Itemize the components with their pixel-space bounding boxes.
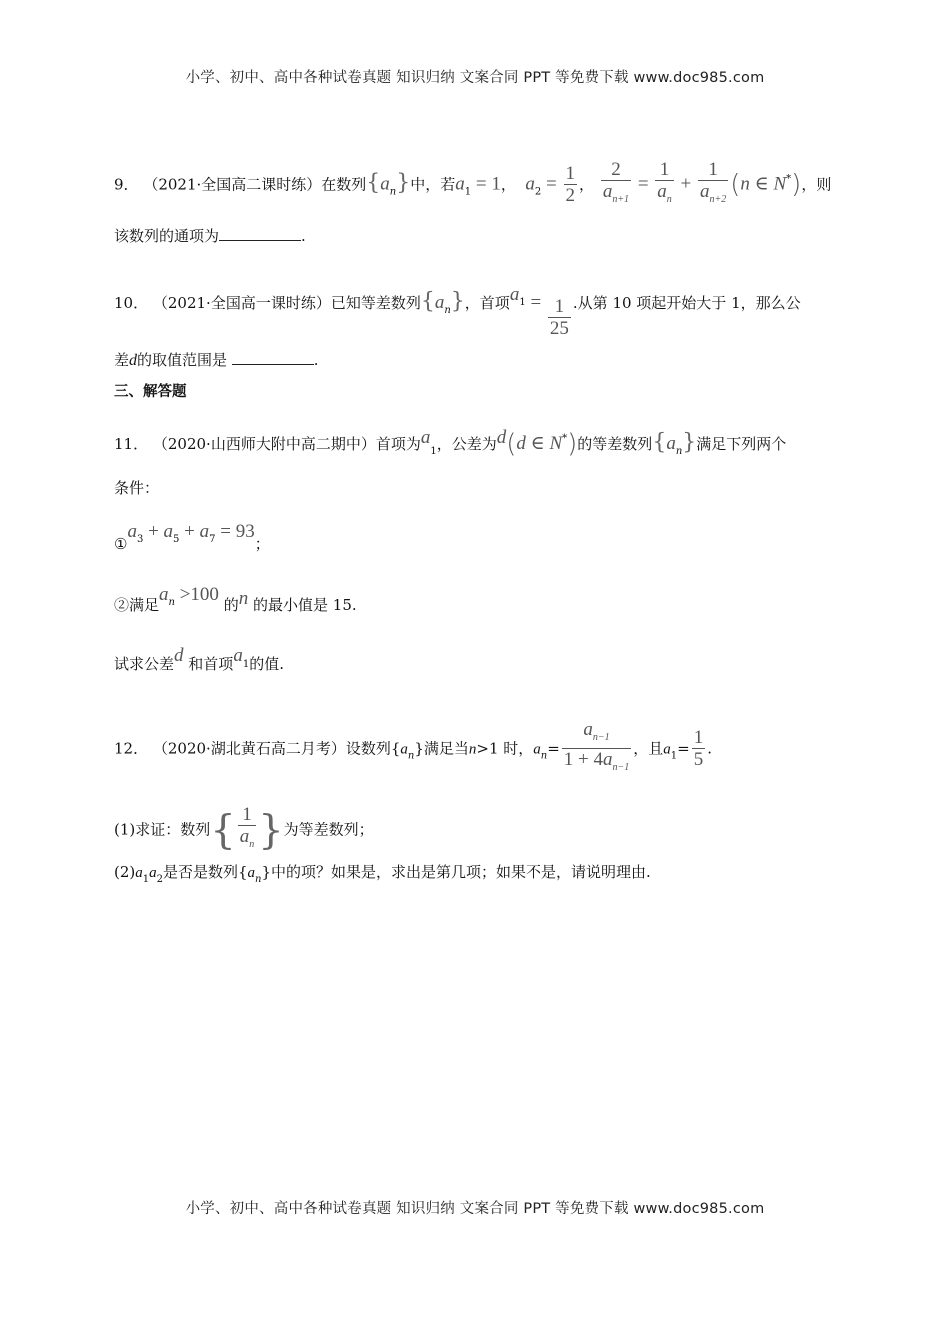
question-text: 首项为 [375, 435, 421, 453]
part-label: (2) [114, 863, 136, 881]
question-text: 差 [114, 351, 130, 369]
math-var: a [666, 433, 676, 454]
denominator [601, 180, 631, 211]
question-11-line-1 [114, 428, 786, 462]
fraction-a2 [564, 164, 578, 207]
denominator: 25 [549, 318, 569, 339]
math-var: a [602, 181, 613, 202]
period: . [301, 227, 306, 245]
left-brace: { [652, 430, 667, 455]
right-brace: } [396, 170, 411, 196]
math-sub: n [249, 839, 255, 850]
math-expr: >100 [174, 584, 219, 605]
math-sub: n [666, 194, 672, 205]
numerator: 2 [611, 159, 621, 180]
math-expr: + [143, 521, 164, 542]
fraction-rec-left [601, 160, 631, 211]
math-sub: n [389, 186, 397, 198]
math-sub: n [540, 750, 548, 762]
circled-one: ① [114, 535, 128, 553]
math-expr: + [675, 173, 696, 195]
math-cond: d ∈ N [516, 433, 563, 454]
math-var: d [174, 645, 184, 666]
question-12-line-1 [114, 720, 712, 779]
question-9-line-1 [114, 160, 831, 211]
math-sub: 3 [136, 534, 144, 545]
math-sub: n [168, 597, 175, 608]
math-var: a [247, 865, 256, 881]
numerator: 1 [708, 159, 718, 180]
math-var: a [583, 719, 593, 740]
math-expr: = [541, 173, 562, 195]
period: . [313, 351, 319, 369]
math-var: a [663, 741, 671, 758]
math-sub: 7 [209, 534, 216, 545]
math-sub: 2 [156, 874, 163, 885]
question-10-line-1 [114, 285, 801, 340]
math-sub: 5 [173, 534, 180, 545]
math-var: a [657, 181, 667, 202]
question-text: 试求公差 [114, 655, 175, 673]
question-number: 10． [114, 294, 149, 312]
question-12-part-2 [114, 862, 651, 890]
question-text: .从第 10 项起开始大于 1，那么公 [572, 294, 801, 312]
question-text: 的等差数列 [577, 435, 653, 453]
math-var: a [533, 741, 541, 758]
math-expr: + [179, 521, 200, 542]
denominator [698, 180, 728, 211]
math-sub: 1 [519, 297, 526, 308]
question-text: 已知等差数列 [330, 294, 421, 312]
math-sub: 1 [464, 186, 472, 198]
footer-banner: 小学、初中、高中各种试卷真题 知识归纳 文案合同 PPT 等免费下载 www.doc985.com [185, 1201, 765, 1217]
numerator [581, 720, 611, 748]
denominator [562, 748, 631, 779]
question-text: ，公差为 [436, 435, 497, 453]
math-var: a [159, 584, 169, 605]
question-source: （2021·全国高一课时练） [152, 294, 331, 312]
right-brace: } [682, 430, 697, 455]
math-var: a [239, 826, 250, 847]
numerator: 1 [659, 159, 670, 180]
numerator: 1 [554, 296, 565, 317]
denominator [655, 180, 674, 211]
question-text: ，首项 [464, 294, 510, 312]
math-var: a [509, 284, 520, 305]
math-var: a [603, 749, 613, 770]
condition-text: 的最小值是 15. [253, 596, 357, 614]
answer-blank[interactable] [219, 226, 301, 241]
denominator: 5 [693, 749, 704, 770]
comma: ， [500, 175, 516, 194]
math-var: n [238, 588, 249, 609]
question-9-line-2 [114, 226, 306, 246]
math-var: a [420, 427, 431, 448]
math-var: d [129, 352, 138, 369]
math-var: n [468, 741, 477, 758]
math-sub: n+2 [709, 194, 727, 205]
fraction-rec-right [698, 160, 728, 211]
question-text: ，且 [633, 739, 664, 758]
equals: = [677, 739, 690, 758]
numerator: 1 [693, 727, 704, 748]
math-sub: 1 [430, 446, 437, 457]
header-banner: 小学、初中、高中各种试卷真题 知识归纳 文案合同 PPT 等免费下载 www.doc985.com [185, 70, 765, 86]
math-sub: n [444, 305, 451, 316]
answer-blank[interactable] [232, 350, 314, 365]
math-cond: n ∈ N [740, 173, 787, 195]
question-text: 的取值范围是 [137, 351, 232, 369]
condition-text: ②满足 [114, 596, 160, 614]
math-var: a [700, 181, 710, 202]
math-var: a [455, 173, 465, 195]
math-sub: 1 [242, 659, 250, 670]
question-number: 12． [114, 739, 149, 758]
math-sub: 1 [670, 750, 678, 762]
question-text: 是否是数列{ [163, 863, 248, 881]
denominator: 2 [565, 185, 576, 206]
section-title: 三、解答题 [114, 384, 187, 400]
math-var: a [233, 645, 243, 666]
right-brace: } [258, 807, 284, 854]
equals: = [547, 739, 560, 758]
math-sub: n+1 [612, 194, 630, 205]
fraction-rec-mid [655, 160, 674, 211]
math-var: a [400, 741, 408, 758]
math-expr: = [525, 292, 546, 313]
math-expr: = 1 [471, 173, 501, 195]
denominator [238, 825, 257, 856]
question-11-condition-2 [114, 585, 357, 615]
math-sub: n [675, 446, 683, 457]
condition-text: 的 [223, 596, 239, 614]
question-10-line-2 [114, 350, 319, 371]
math-var: a [149, 865, 157, 881]
question-source: （2020·湖北黄石高二月考） [152, 739, 346, 758]
math-var: a [434, 292, 445, 313]
left-paren: ( [506, 429, 517, 459]
numerator: 1 [565, 163, 576, 184]
right-brace: } [450, 289, 465, 314]
math-sup: * [786, 173, 792, 185]
semicolon: ； [254, 535, 270, 553]
math-sub: 2 [534, 186, 542, 198]
math-sub: n [255, 874, 262, 885]
question-text: }中的项？如果是，求出是第几项；如果不是，请说明理由. [261, 863, 651, 881]
comma: ， [579, 175, 595, 194]
right-paren: ) [567, 429, 578, 459]
math-var: a [135, 865, 143, 881]
period: . [707, 739, 713, 758]
part-label: (1)求证：数列 [114, 820, 211, 839]
fraction-a1 [548, 297, 571, 340]
math-var: a [380, 173, 390, 195]
question-11-line-2: 条件： [114, 479, 160, 497]
question-number: 9． [114, 175, 139, 194]
math-sub: 1 [142, 874, 150, 885]
fraction-recurrence [562, 720, 631, 779]
math-var: a [127, 521, 137, 542]
question-text: 中，若 [410, 175, 456, 194]
question-text: }满足当 [414, 739, 469, 758]
math-var: d [496, 427, 507, 448]
question-text: 设数列{ [345, 739, 401, 758]
question-11-ask [114, 646, 284, 675]
math-expr: = 93 [215, 521, 255, 542]
question-text: 的值. [249, 655, 284, 673]
math-var: a [525, 173, 535, 195]
left-brace: { [420, 289, 435, 314]
math-sup: * [562, 433, 568, 444]
question-text: ，则 [801, 175, 832, 194]
left-brace: { [366, 170, 381, 196]
question-text: 该数列的通项为 [114, 227, 220, 245]
question-text: 在数列 [321, 175, 367, 194]
question-text: 为等差数列； [283, 820, 374, 839]
right-paren: ) [791, 169, 802, 200]
math-var: a [163, 521, 174, 542]
question-12-part-1 [114, 805, 374, 856]
left-paren: ( [730, 169, 741, 200]
math-sub: n [407, 750, 415, 762]
question-source: （2021·全国高二课时练） [143, 175, 322, 194]
math-expr: = [633, 173, 654, 195]
fraction-a1 [692, 728, 706, 771]
question-number: 11． [114, 435, 149, 453]
question-text: >1 时， [476, 739, 534, 758]
math-sub: n−1 [592, 732, 610, 743]
question-text: 满足下列两个 [696, 435, 787, 453]
numerator: 1 [242, 804, 252, 825]
question-text: 和首项 [188, 655, 234, 673]
math-sub: n−1 [612, 762, 630, 773]
math-expr: 1 + 4 [563, 749, 604, 770]
question-source: （2020·山西师大附中高二期中） [152, 435, 376, 453]
left-brace: { [210, 807, 236, 854]
math-var: a [199, 521, 210, 542]
fraction-reciprocal [238, 805, 257, 856]
question-11-condition-1 [114, 522, 270, 554]
